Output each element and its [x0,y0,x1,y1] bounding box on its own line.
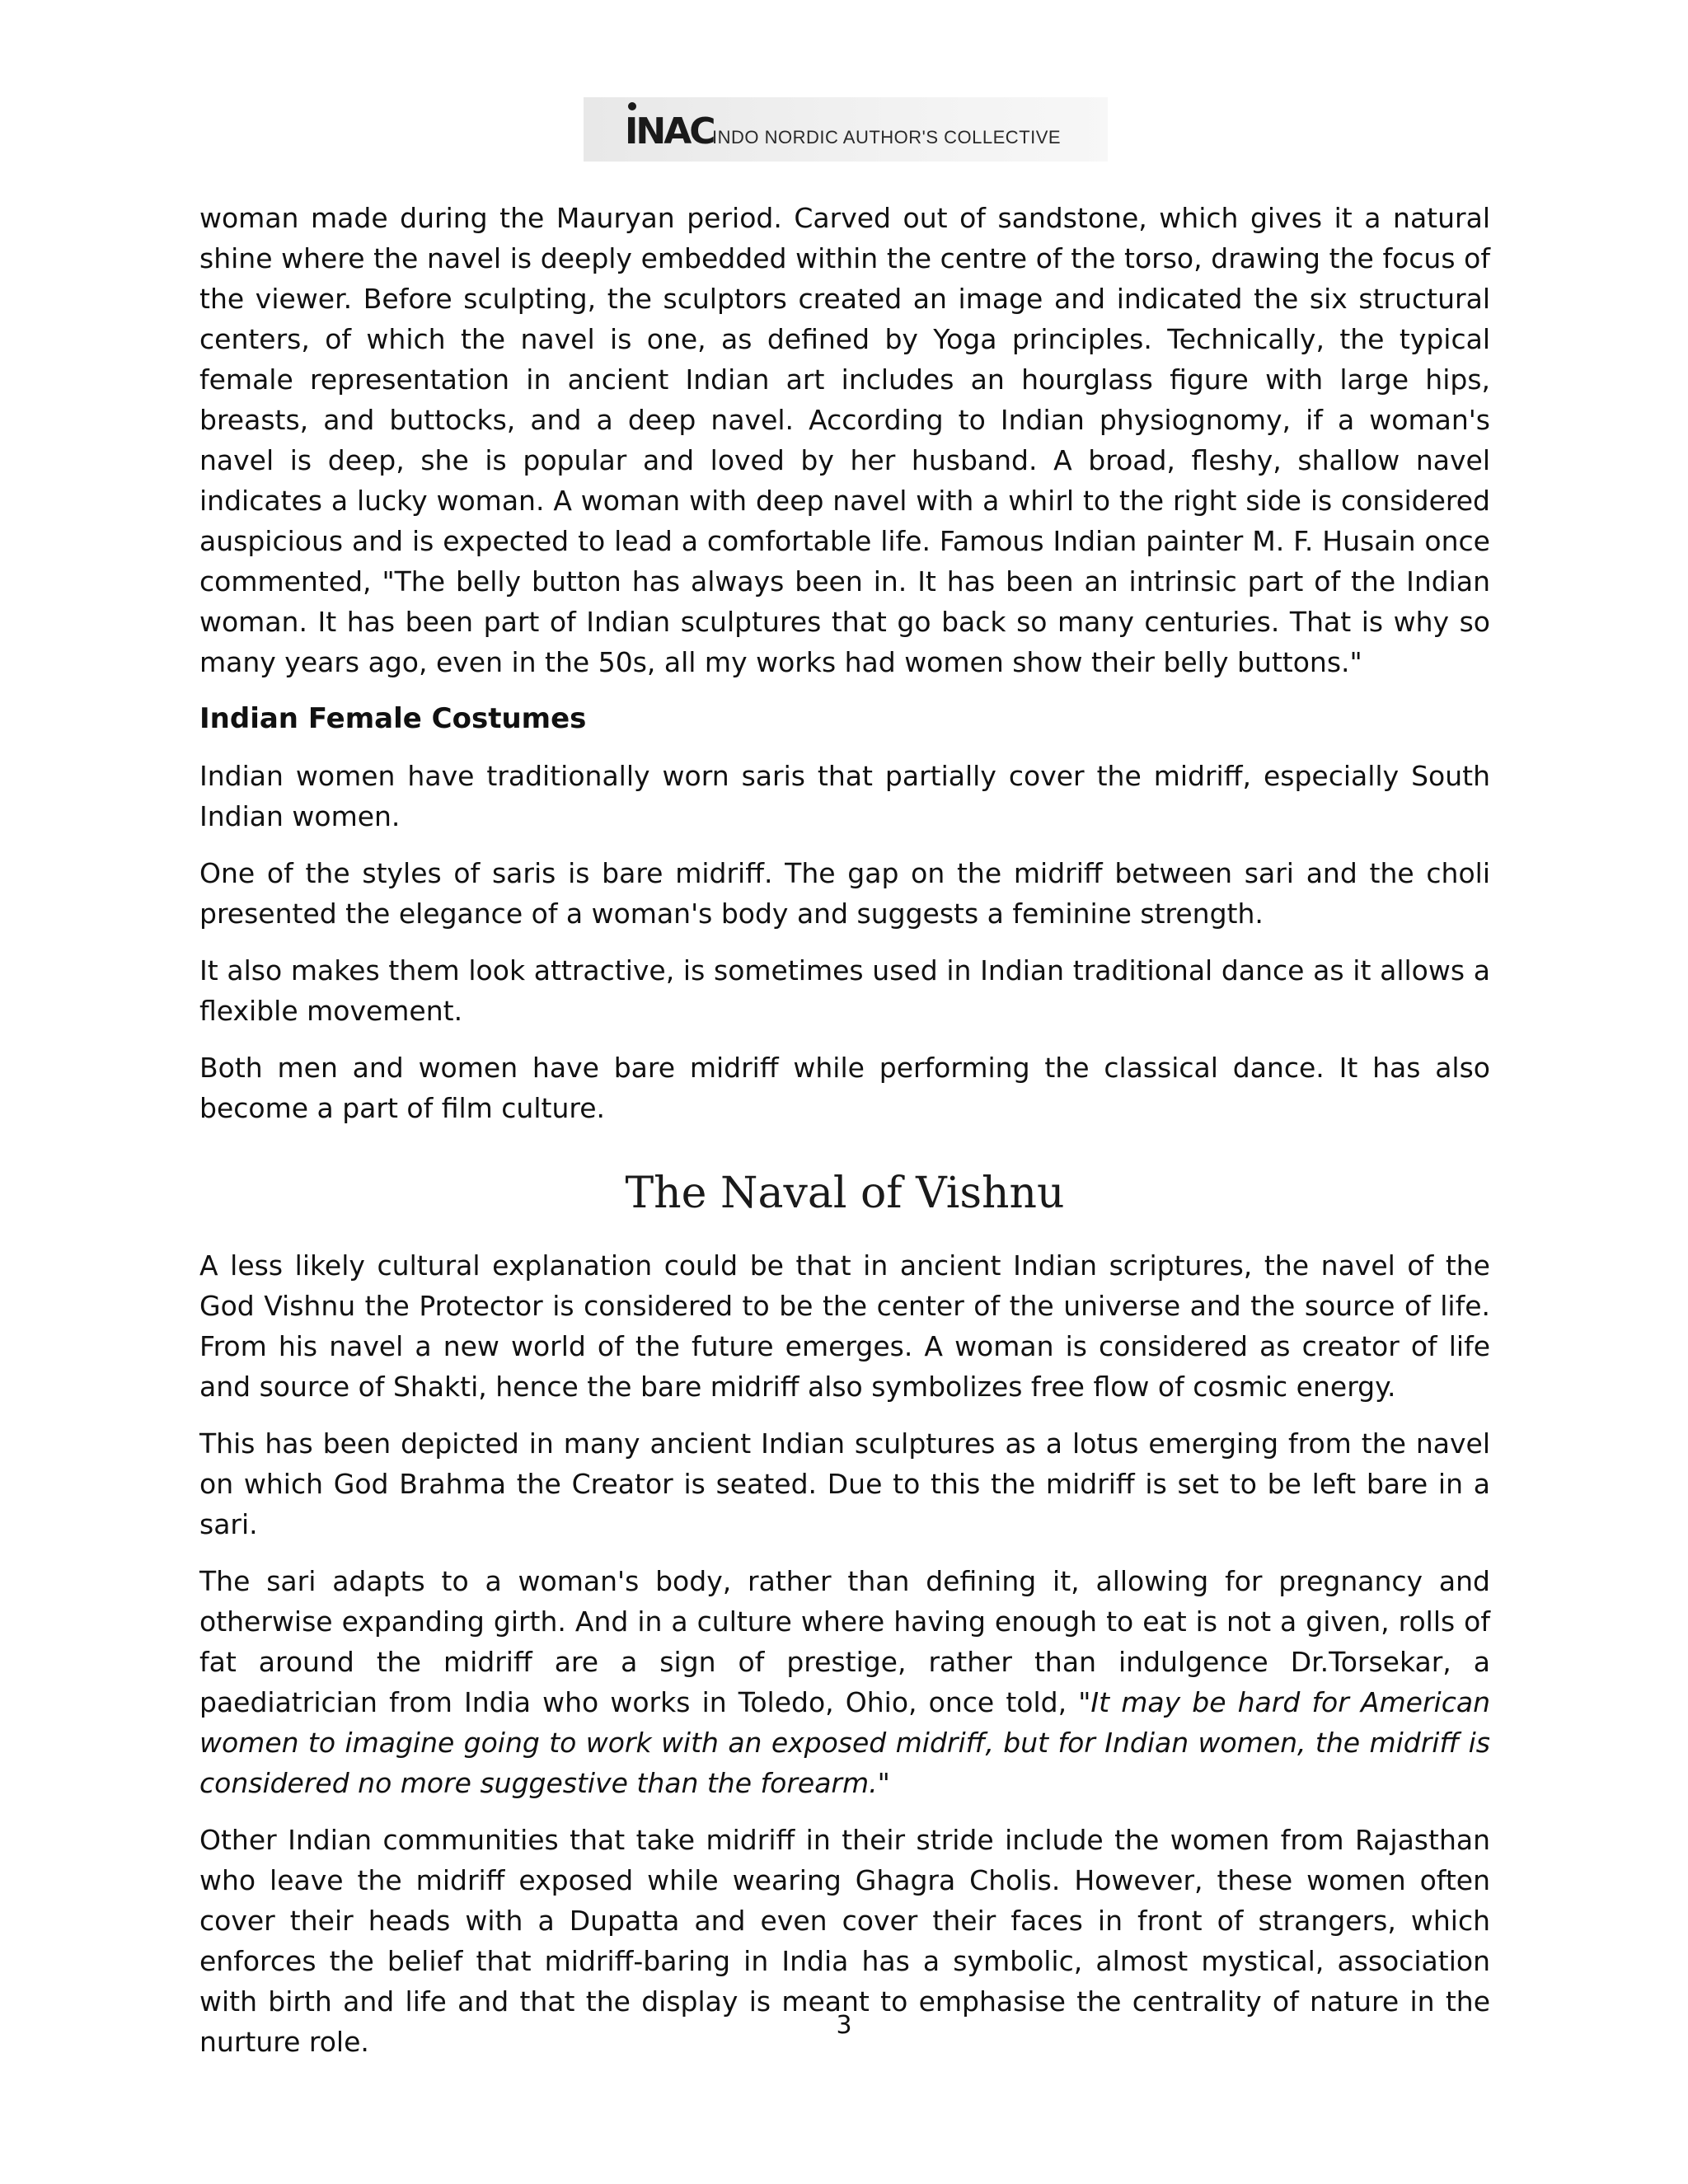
header-title: INDO NORDIC AUTHOR'S COLLECTIVE [712,127,1062,148]
paragraph-vishnu-1: A less likely cultural explanation could be that in ancient Indian scriptures, the navel of the God Vishnu the Protector is considered to be the center of the universe and the source of life. From his navel a new world of the future emerges. A woman is considered as creator of life and source of Shakti, hence the bare midriff also symbolizes free flow of cosmic energy. [199,1249,1490,1403]
quote-close: " [877,1767,890,1799]
torsekar-quote: It may be hard for American women to imagine going to work with an exposed midriff, but for Indian women, the midriff is considered no more suggestive than the forearm. [199,1686,1490,1799]
paragraph-costumes-3: It also makes them look attractive, is sometimes used in Indian traditional dance as it allows a flexible movement. [199,954,1490,1027]
logo-dot-icon [628,102,636,110]
logo-text: INAC [625,110,714,152]
page-number: 3 [836,2011,852,2040]
vishnu-3-text: The sari adapts to a woman's body, rather than defining it, allowing for pregnancy and otherwise expanding girth. And in a culture where having enough to eat is not a given, rolls of fat around the midriff are a sign of prestige, rather than indulgence Dr.Torsekar, a paediatrician from India who works in Toledo, Ohio, once told, " [199,1565,1490,1718]
paragraph-vishnu-4: Other Indian communities that take midriff in their stride include the women from Rajasthan who leave the midriff exposed while wearing Ghagra Cholis. However, these women often cover their heads with a Dupatta and even cover their faces in front of strangers, which enforces the belief that midriff-baring in India has a symbolic, almost mystical, association with birth and life and that the display is meant to emphasise the centrality of nature in the nurture role. [199,1824,1490,2058]
paragraph-intro: woman made during the Mauryan period. Carved out of sandstone, which gives it a natural shine where the navel is deeply embedded within the centre of the torso, drawing the focus of the viewer. Before sculpting, the sculptors created an image and indicated the six structural centers, of which the navel is one, as defined by Yoga principles. Technically, the typical female representation in ancient Indian art includes an hourglass figure with large hips, breasts, and buttocks, and a deep navel. According to Indian physiognomy, if a woman's navel is deep, she is popular and loved by her husband. A broad, fleshy, shallow navel indicates a lucky woman. A woman with deep navel with a whirl to the right side is considered auspicious and is expected to lead a comfortable life. Famous Indian painter M. F. Husain once commented, "The belly button has always been in. It has been an intrinsic part of the Indian woman. It has been part of Indian sculptures that go back so many centuries. That is why so many years ago, even in the 50s, all my works had women show their belly buttons." [199,202,1490,678]
paragraph-vishnu-2: This has been depicted in many ancient Indian sculptures as a lotus emerging from the navel on which God Brahma the Creator is seated. Due to this the midriff is set to be left bare in a sari. [199,1427,1490,1540]
paragraph-costumes-1: Indian women have traditionally worn saris that partially cover the midriff, especially South Indian women. [199,760,1490,832]
paragraph-costumes-4: Both men and women have bare midriff while performing the classical dance. It has also become a part of film culture. [199,1052,1490,1124]
section-title: The Naval of Vishnu [625,1169,1065,1218]
page-header [584,97,1108,162]
subheading-costumes: Indian Female Costumes [199,702,587,735]
paragraph-vishnu-3 [199,1561,1490,1803]
paragraph-costumes-2: One of the styles of saris is bare midriff. The gap on the midriff between sari and the choli presented the elegance of a woman's body and suggests a feminine strength. [199,857,1490,930]
document-body [199,198,1490,2079]
inac-logo [625,101,714,155]
